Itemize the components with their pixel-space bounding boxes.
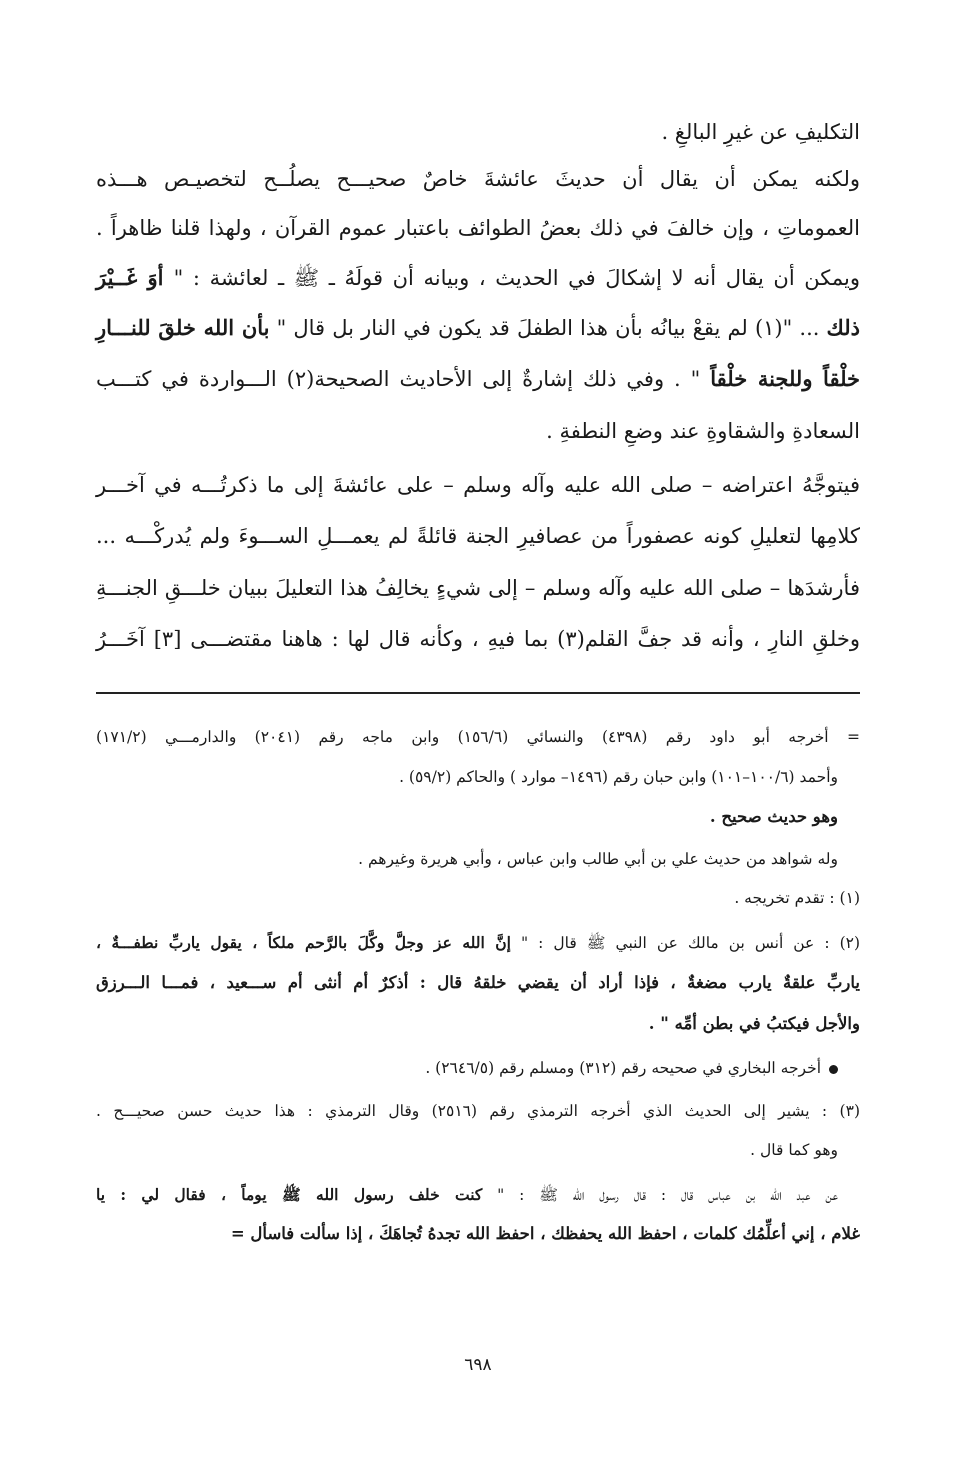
page-number: ٦٩٨ [464, 1355, 492, 1375]
body-line-6 [96, 364, 860, 394]
footnote-2-line-2: ياربِّ علقةٌ يارب مضغةٌ ، فإذا أراد أن يقضي خلقهُ قال : أذكرٌ أم أنثى أم ســـعيد ، فمـــا الـــرزق [96, 973, 860, 992]
body-line-4 [96, 263, 860, 293]
footnote-3-line-4: غلام ، إني أعلِّمُك كلمات ، احفظ الله يحفظك ، احفظ الله تجدهُ تُجاهَكَ ، إذا سألت فاسأل = [230, 1224, 860, 1243]
body-line-6-text: " . وفي ذلك إشارةٌ إلى الأحاديث الصحيحة(٢) الـــواردة في كتـــب [96, 367, 711, 391]
footnote-continuation-1: = أخرجه أبو داود رقم (٤٣٩٨) والنسائي (١٥٦/٦) وابن ماجه رقم (٢٠٤١) والدارمـــي (١٧١/٢) [96, 728, 860, 746]
body-line-6-bold: خلْقاً وللجنة خلْقاً [710, 366, 861, 391]
footnote-2-hadith-start: إنَّ الله عز وجلَّ وكَّلَ بالرَّحم ملكاً ، يقول ياربِّ نطفـــةٌ ، [96, 933, 511, 952]
body-line-9: كلامِها لتعليلِ كونه عصفوراً من عصافيرِ الجنة قائلةً لم يعمـــلِ الســـوءَ ولم يُدركْـــه ... [96, 524, 860, 548]
body-line-8: فيتوجَّهُ اعتراضه – صلى الله عليه وآله وسلم – على عائشةَ إلى ما ذكرتُـــه في آخـــر [96, 473, 860, 497]
body-line-5-bold-start: ذلك [826, 315, 860, 340]
footnote-2-line-1 [96, 931, 860, 955]
footnote-continuation-2: وأحمد (١٠٠/٦–١٠١) وابن حبان رقم (١٤٩٦– موارد ) والحاكم (٥٩/٢) . [399, 768, 838, 786]
footnote-3-hadith-start: كنت خلف رسول الله ﷺ يوماً ، فقال لي : يا [96, 1185, 483, 1204]
footnote-2-line-3: والأجل فيكتبُ في بطن أمِّه " . [648, 1014, 860, 1033]
body-line-4-text: ويمكن أن يقال أنه لا إشكالَ في الحديث ، وبيانه أن قولَهُ ـ ﷺ ـ لعائشة : " [173, 266, 861, 290]
body-line-5 [96, 313, 860, 343]
footnote-3-line-3 [96, 1183, 838, 1207]
footnote-3-line-2: وهو كما قال . [750, 1141, 838, 1159]
body-line-10: فأرشدَها – صلى الله عليه وآله وسلم – إلى شيءٍ يخالِفُ هذا التعليلَ ببيان خلـــقِ الجنـــةِ [96, 576, 860, 600]
bullet-icon [829, 1065, 838, 1074]
footnote-1: (١) : تقدم تخريجه . [734, 889, 860, 907]
body-line-11: وخلقِ النارِ ، وأنه قد جفَّ القلم(٣) بما فيهِ ، وكأنه قال لها : هاهنا مقتضـــى [٣] آخَـــرُ [96, 627, 861, 651]
footnote-separator [96, 692, 860, 694]
body-line-4-bold: أوَ غَــيْرَ [96, 265, 174, 290]
footnote-2-intro: (٢) : عن أنس بن مالك عن النبي ﷺ قال : " [510, 934, 861, 952]
body-line-7: السعادةِ والشقاوةِ عند وضعِ النطفةِ . [546, 419, 860, 443]
body-line-3: العموماتِ ، وإن خالفَ في ذلك بعضُ الطوائف باعتبار عموم القرآن ، ولهذا قلنا ظاهراً . [96, 216, 860, 240]
footnote-3-narration: عن عبد الله بن عباس قال : قال رسول الله ﷺ : " [482, 1186, 839, 1204]
body-line-5-bold-end: بأن الله خلقَ للنـــارِ [96, 315, 270, 340]
footnote-2-source: أخرجه البخاري في صحيحه رقم (٣١٢) ومسلم رقم (٢٦٤٦/٥) . [425, 1059, 821, 1077]
footnote-3-line-1: (٣) : يشير إلى الحديث الذي أخرجه الترمذي رقم (٢٥١٦) وقال الترمذي : هذا حديث حسن صحيـــح . [96, 1102, 860, 1120]
footnote-2-line-4 [425, 1056, 838, 1080]
footnote-continuation-3: وهو حديث صحيح . [709, 807, 838, 826]
body-line-2: ولكنه يمكن أن يقال أن حديثَ عائشةَ خاصٌ صحيـــح يصلُــح لتخصيـص هـــذه [96, 167, 860, 191]
body-line-5-text: ... "(١) لم يقعْ بيانُه بأن هذا الطفلَ قد يكون في النار بل قال " [269, 316, 827, 340]
footnote-continuation-4: وله شواهد من حديث علي بن أبي طالب وابن عباس ، وأبي هريرة وغيرهم . [358, 850, 838, 868]
body-line-1: التكليفِ عن غيرِ البالغِ . [661, 120, 860, 144]
